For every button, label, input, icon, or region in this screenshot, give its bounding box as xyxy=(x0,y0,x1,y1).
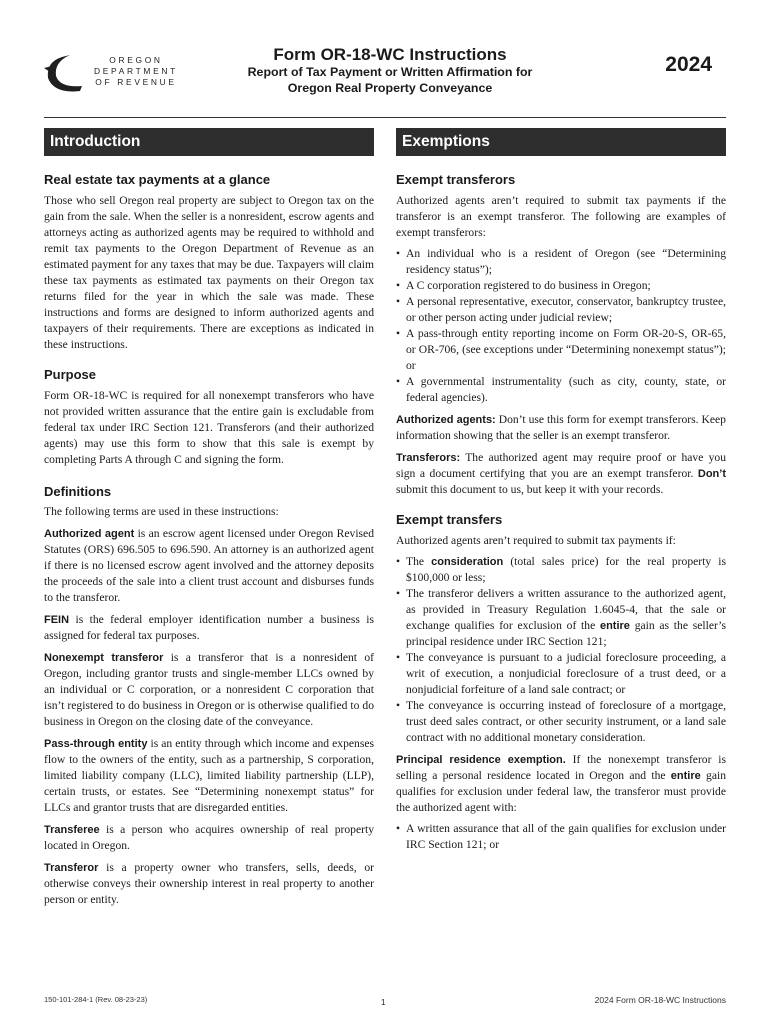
note-text: The authorized agent may require proof or have you sign a document certifying that you are an exempt transferor. xyxy=(396,451,726,480)
definition-transferor xyxy=(44,860,374,908)
definition-text: is a property owner who transfers, sells, deeds, or otherwise conveys their ownership interest in real property to another person or entity. xyxy=(44,861,374,906)
logo-line-1: OREGON xyxy=(109,55,163,65)
note-text: If the nonexempt transferor is selling a personal residence located in Oregon and the xyxy=(396,753,726,782)
list-item: • A pass-through entity reporting income on Form OR-20-S, OR-65, or OR-706, (see exceptions under “Determining nonexempt status”); or xyxy=(396,326,726,374)
list-item: • A C corporation registered to do business in Oregon; xyxy=(396,278,726,294)
definition-text: is the federal employer identification number a business is assigned for federal tax purposes. xyxy=(44,613,374,642)
footer-form-title: 2024 Form OR-18-WC Instructions xyxy=(594,995,726,1005)
definition-term: Transferor xyxy=(44,862,99,874)
document-title-block xyxy=(222,44,558,96)
introduction-banner: Introduction xyxy=(44,128,374,156)
note-term: Authorized agents: xyxy=(396,414,496,426)
list-item xyxy=(396,554,726,586)
list-item-text: The xyxy=(406,555,432,568)
definition-pass-through-entity xyxy=(44,736,374,816)
definition-text: is an entity through which income and expenses flow to the owners of the entity, such as a partnership, S corporation, limited liability company (LLC), limited liability partnership (LLP), certain trusts, or estates. See “Determining nonexempt status” for LLCs and grantor trusts that are disregarded entities. xyxy=(44,737,374,814)
definition-term: Pass-through entity xyxy=(44,738,148,750)
tax-year: 2024 xyxy=(665,53,712,76)
list-item-bold-text: consideration xyxy=(431,556,504,568)
principal-residence-list xyxy=(396,821,726,853)
note-term: Transferors: xyxy=(396,452,461,464)
list-item-text: gain as the seller’s principal residence under IRC Section 121; xyxy=(406,619,726,648)
list-item-text: (total sales price) for the real property is $100,000 or less; xyxy=(406,555,726,584)
purpose-heading: Purpose xyxy=(44,367,97,382)
definition-term: Nonexempt transferor xyxy=(44,652,164,664)
definition-transferee xyxy=(44,822,374,854)
form-number: 150-101-284-1 (Rev. 08-23-23) xyxy=(44,995,148,1004)
exempt-transfers-list xyxy=(396,554,726,746)
document-title: Form OR-18-WC Instructions xyxy=(273,45,507,64)
list-item: • A personal representative, executor, conservator, bankruptcy trustee, or other person acting under judicial review; xyxy=(396,294,726,326)
definition-nonexempt-transferor xyxy=(44,650,374,730)
definition-fein xyxy=(44,612,374,644)
intro-paragraph: Those who sell Oregon real property are subject to Oregon tax on the gain from the sale. When the seller is a nonresident, escrow agents and attorneys acting as authorized agents may be required to withhold and remit tax payments to the Oregon Department of Revenue as an estimated payment for any taxes that may be due. Taxpayers will claim these tax payments as estimated tax payments on their Oregon tax returns filed for the year in which the sale was made. These instructions and forms are designed to inform authorized agents and taxpayers of their requirements. There are exceptions as indicated in these instructions. xyxy=(44,194,374,351)
principal-residence-note xyxy=(396,752,726,816)
definitions-intro: The following terms are used in these instructions: xyxy=(44,505,279,518)
definition-text: is an escrow agent licensed under Oregon Revised Statutes (ORS) 696.505 to 696.590. An attorney is an authorized agent if there is no licensed escrow agent involved and the attorney deposits the proceeds of the sale into a client trust account and disburses funds to the transferor. xyxy=(44,527,374,604)
note-bold-text: entire xyxy=(670,770,701,782)
right-column xyxy=(396,128,726,853)
left-column xyxy=(44,128,374,908)
document-subtitle-2: Oregon Real Property Conveyance xyxy=(287,80,493,95)
list-item-text: The transferor delivers a written assurance to the authorized agent, as provided in Treasury Regulation 1.6045-4, that the sale or exchange qualifies for exclusion of the xyxy=(406,587,726,632)
transferors-note xyxy=(396,450,726,498)
note-text: Don’t use this form for exempt transferors. Keep information showing that the seller is an exempt transferor. xyxy=(396,413,726,442)
note-bold-text: Don’t xyxy=(697,468,726,480)
oregon-logo-swoosh-icon xyxy=(40,48,100,98)
exempt-transfers-paragraph: Authorized agents aren’t required to submit tax payments if: xyxy=(396,534,676,547)
definition-text: is a person who acquires ownership of real property located in Oregon. xyxy=(44,823,374,852)
note-text: gain qualifies for exclusion under federal law, the transferor must provide the authorized agent with: xyxy=(396,769,727,814)
definition-text: is a transferor that is a nonresident of Oregon, including grantor trusts and single-member LLCs owned by an individual or C corporation, or a nonresident C corporation that isn’t registered to do business in Oregon or is otherwise qualified to do business in Oregon on the closing date of the conveyance. xyxy=(44,651,374,728)
definition-authorized-agent xyxy=(44,526,374,606)
definition-term: FEIN xyxy=(44,614,70,626)
authorized-agents-note xyxy=(396,412,726,444)
page-number: 1 xyxy=(381,998,386,1007)
logo-line-2: DEPARTMENT xyxy=(94,66,178,76)
logo-line-3: OF REVENUE xyxy=(95,77,177,87)
exempt-transferors-heading: Exempt transferors xyxy=(396,172,516,187)
list-item: • A written assurance that all of the gain qualifies for exclusion under IRC Section 121; or xyxy=(396,821,726,853)
intro-heading: Real estate tax payments at a glance xyxy=(44,172,271,187)
note-term: Principal residence exemption. xyxy=(396,754,566,766)
exempt-transfers-heading: Exempt transfers xyxy=(396,512,503,527)
list-item: • An individual who is a resident of Oregon (see “Determining residency status”); xyxy=(396,246,726,278)
list-item xyxy=(396,650,726,698)
exempt-transferors-list xyxy=(396,246,726,406)
definition-term: Authorized agent xyxy=(44,528,135,540)
list-item-text: The conveyance is occurring instead of foreclosure of a mortgage, trust deed sales contract, or other security instrument, or a land sale contract with no additional monetary consideration. xyxy=(406,699,726,744)
exempt-transferors-paragraph: Authorized agents aren’t required to submit tax payments if the transferor is an exempt transferor. The following are examples of exempt transferors: xyxy=(396,194,726,239)
definitions-heading: Definitions xyxy=(44,484,112,499)
list-item xyxy=(396,586,726,650)
exemptions-banner: Exemptions xyxy=(396,128,726,156)
header-divider xyxy=(44,117,726,118)
list-item xyxy=(396,698,726,746)
list-item: • A governmental instrumentality (such as city, county, state, or federal agencies). xyxy=(396,374,726,406)
oregon-dor-logo xyxy=(40,48,190,98)
document-subtitle-1: Report of Tax Payment or Written Affirmation for xyxy=(247,65,533,79)
list-item-text: The conveyance is pursuant to a judicial foreclosure proceeding, a writ of execution, a nonjudicial foreclosure of a trust deed, or a nonjudicial forfeiture of a land sale contract; or xyxy=(406,651,726,696)
purpose-paragraph: Form OR-18-WC is required for all nonexempt transferors who have not provided written assurance that the entire gain is excludable from federal tax under IRC Section 121. Transferors (and their authorized agents) may use this form to show that this sale is exempt by completing Parts A through C and signing the form. xyxy=(44,389,374,466)
definition-term: Transferee xyxy=(44,824,100,836)
note-text: submit this document to us, but keep it with your records. xyxy=(396,483,664,496)
list-item-bold-text: entire xyxy=(599,620,630,632)
